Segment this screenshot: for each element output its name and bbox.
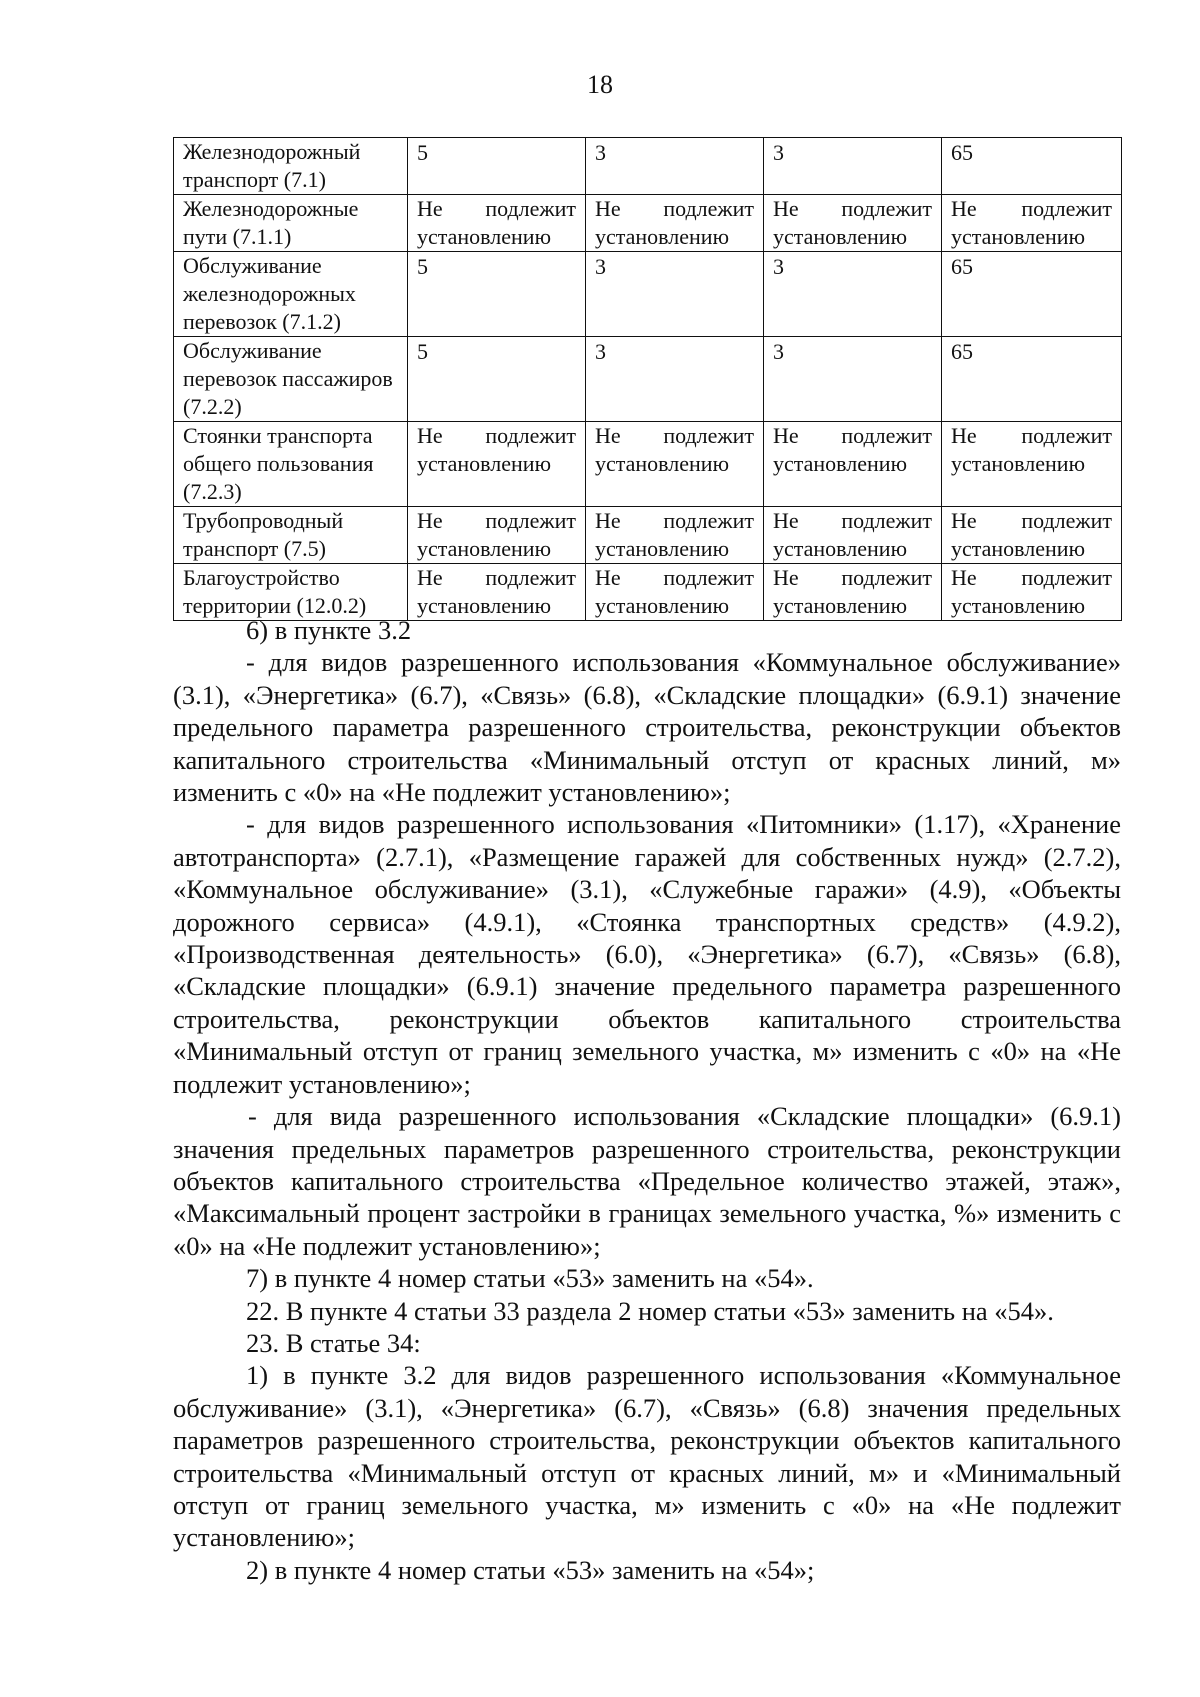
- paragraph: 23. В статье 34:: [246, 1327, 421, 1358]
- use-type-cell: Трубопроводный транспорт (7.5): [174, 507, 408, 564]
- value-cell: 3: [764, 337, 942, 422]
- table-row: [174, 507, 1122, 564]
- value-cell: 3: [764, 138, 942, 195]
- value-cell: 65: [942, 138, 1122, 195]
- use-type-cell: Железнодорожный транспорт (7.1): [174, 138, 408, 195]
- table-row: [174, 195, 1122, 252]
- paragraph: 1) в пункте 3.2 для видов разрешенного использования «Коммунальное обслуживание» (3.1), «Энергетика» (6.7), «Связь» (6.8) значения предельных параметров разрешенного строительства, реконструкции объектов капитального строительства «Минимальный отступ от красных линий, м» и «Минимальный отступ от границ земельного участка, м» изменить с «0» на «Не подлежит установлению»;: [173, 1360, 1121, 1553]
- paragraph: 2) в пункте 4 номер статьи «53» заменить на «54»;: [246, 1554, 815, 1585]
- use-type-cell: Обслуживание перевозок пассажиров (7.2.2): [174, 337, 408, 422]
- value-cell: Не подлежит установлению: [586, 422, 764, 507]
- document-body: [173, 614, 1121, 1586]
- value-cell: Не подлежит установлению: [942, 422, 1122, 507]
- value-cell: Не подлежит установлению: [408, 564, 586, 621]
- paragraph: - для видов разрешенного использования «Питомники» (1.17), «Хранение автотранспорта» (2.7.1), «Размещение гаражей для собственных нужд» (2.7.2), «Коммунальное обслуживание» (3.1), «Служебные гаражи» (4.9), «Объекты дорожного сервиса» (4.9.1), «Стоянка транспортных средств» (4.9.2), «Производственная деятельность» (6.0), «Энергетика» (6.7), «Связь» (6.8), «Складские площадки» (6.9.1) значение предельного параметра разрешенного строительства, реконструкции объектов капитального строительства «Минимальный отступ от границ земельного участка, м» изменить с «0» на «Не подлежит установлению»;: [173, 809, 1121, 1099]
- value-cell: 3: [586, 252, 764, 337]
- value-cell: Не подлежит установлению: [764, 564, 942, 621]
- page-number: 18: [587, 70, 613, 99]
- value-cell: Не подлежит установлению: [942, 195, 1122, 252]
- paragraph: 7) в пункте 4 номер статьи «53» заменить на «54».: [246, 1263, 814, 1294]
- table-row: [174, 252, 1122, 337]
- paragraph: - для видов разрешенного использования «Коммунальное обслуживание» (3.1), «Энергетика» (6.7), «Связь» (6.8), «Складские площадки» (6.9.1) значение предельного параметра разрешенного строительства, реконструкции объектов капитального строительства «Минимальный отступ от красных линий, м» изменить с «0» на «Не подлежит установлению»;: [173, 647, 1121, 808]
- table-row: [174, 337, 1122, 422]
- value-cell: Не подлежит установлению: [764, 422, 942, 507]
- value-cell: Не подлежит установлению: [764, 195, 942, 252]
- parameters-table: [173, 137, 1122, 621]
- value-cell: 5: [408, 138, 586, 195]
- value-cell: 3: [586, 138, 764, 195]
- use-type-cell: Благоустройство территории (12.0.2): [174, 564, 408, 621]
- value-cell: Не подлежит установлению: [764, 507, 942, 564]
- paragraph: - для вида разрешенного использования «Складские площадки» (6.9.1) значения предельных параметров разрешенного строительства, реконструкции объектов капитального строительства «Предельное количество этажей, этаж», «Максимальный процент застройки в границах земельного участка, %» изменить с «0» на «Не подлежит установлению»;: [173, 1101, 1121, 1261]
- value-cell: Не подлежит установлению: [942, 564, 1122, 621]
- use-type-cell: Обслуживание железнодорожных перевозок (7.1.2): [174, 252, 408, 337]
- value-cell: 5: [408, 337, 586, 422]
- paragraph: 22. В пункте 4 статьи 33 раздела 2 номер статьи «53» заменить на «54».: [246, 1295, 1054, 1326]
- use-type-cell: Железнодорожные пути (7.1.1): [174, 195, 408, 252]
- value-cell: 3: [764, 252, 942, 337]
- value-cell: 65: [942, 337, 1122, 422]
- table-row: [174, 138, 1122, 195]
- value-cell: 3: [586, 337, 764, 422]
- use-type-cell: Стоянки транспорта общего пользования (7.2.3): [174, 422, 408, 507]
- value-cell: Не подлежит установлению: [586, 195, 764, 252]
- value-cell: Не подлежит установлению: [408, 422, 586, 507]
- value-cell: 65: [942, 252, 1122, 337]
- value-cell: 5: [408, 252, 586, 337]
- table-row: [174, 564, 1122, 621]
- value-cell: Не подлежит установлению: [408, 507, 586, 564]
- value-cell: Не подлежит установлению: [408, 195, 586, 252]
- value-cell: Не подлежит установлению: [942, 507, 1122, 564]
- paragraph: 6) в пункте 3.2: [246, 615, 412, 645]
- value-cell: Не подлежит установлению: [586, 507, 764, 564]
- value-cell: Не подлежит установлению: [586, 564, 764, 621]
- table-row: [174, 422, 1122, 507]
